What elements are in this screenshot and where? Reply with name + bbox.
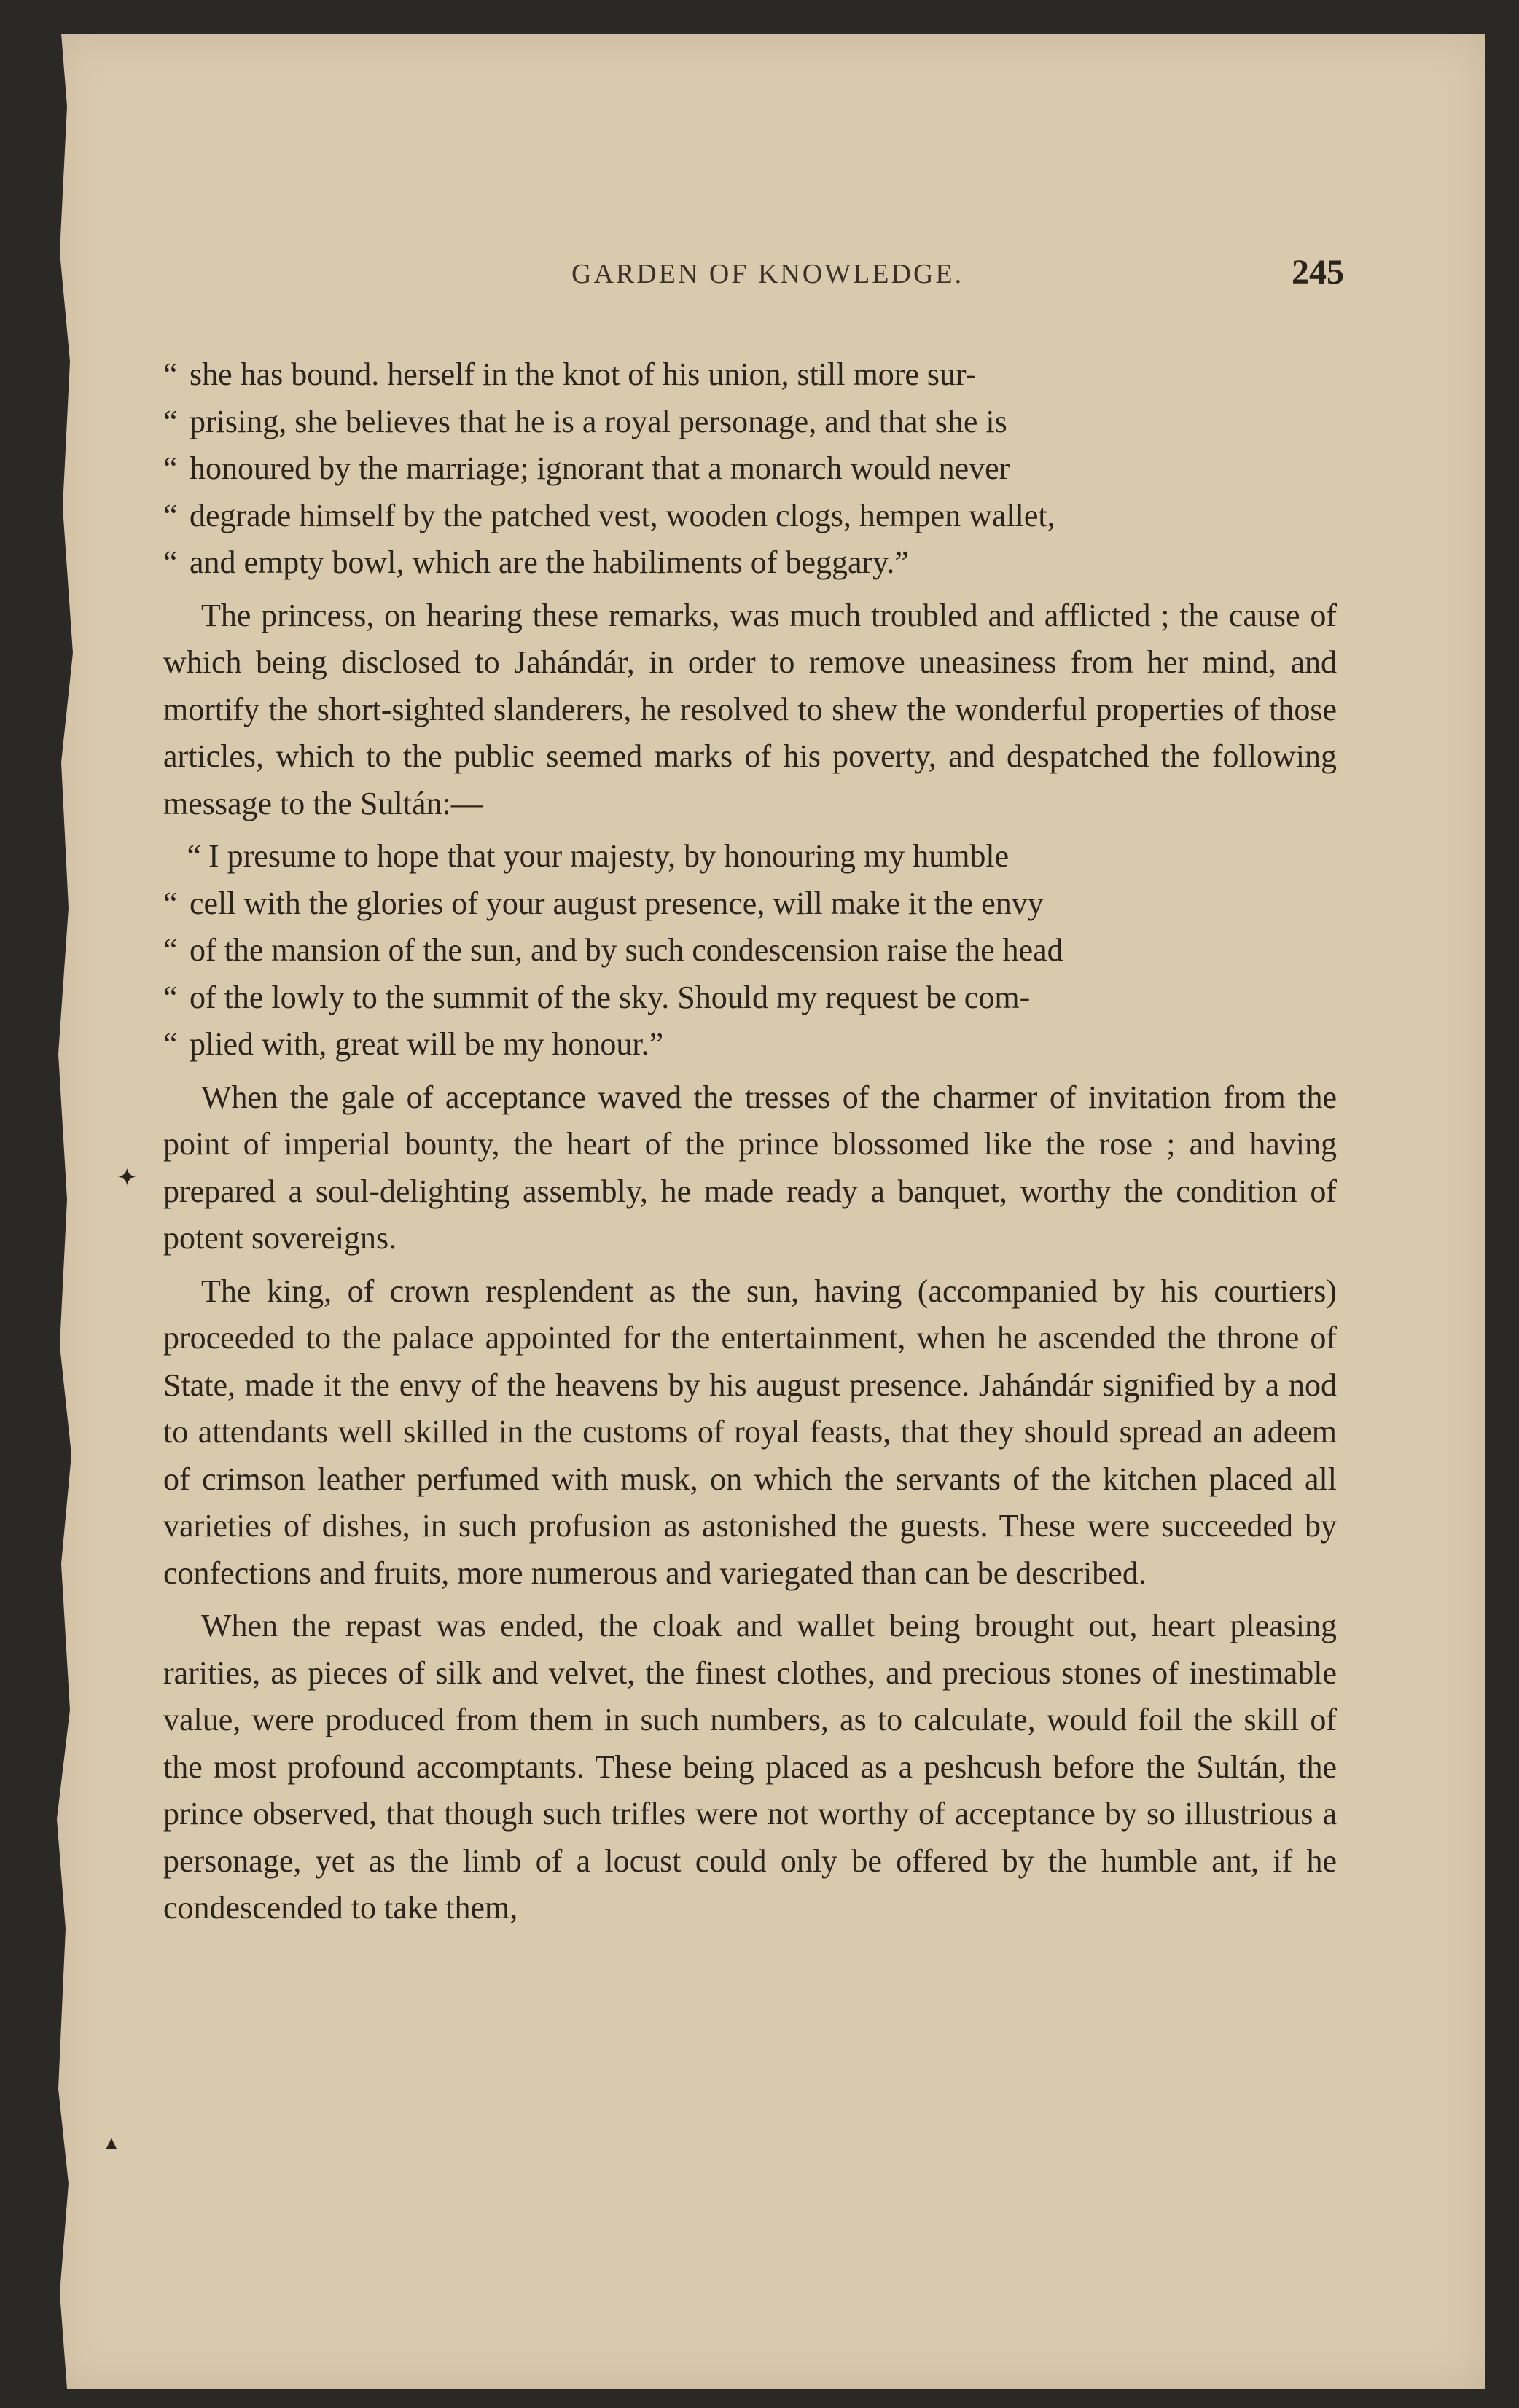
page-header	[520, 252, 1344, 296]
quote-line-text: of the mansion of the sun, and by such condescension raise the head	[190, 932, 1063, 968]
quote-line	[163, 539, 1337, 587]
quote-mark: “	[163, 979, 178, 1015]
quote-line	[163, 493, 1337, 540]
quote-line-text: of the lowly to the summit of the sky. Should my request be com-	[190, 979, 1031, 1015]
quote-line-text: and empty bowl, which are the habiliments of beggary.”	[190, 544, 909, 580]
paragraph-3: The king, of crown resplendent as the sun, having (accompanied by his courtiers) proceeded to the palace appointed for the entertainment, when he ascended the throne of State, made it the envy of the heavens by his august presence. Jahándár signified by a nod to attendants well skilled in the customs of royal feasts, that they should spread an adeem of crimson leather perfumed with musk, on which the servants of the kitchen placed all varieties of dishes, in such profusion as astonished the guests. These were succeeded by confections and fruits, more numerous and variegated than can be described.	[163, 1273, 1337, 1591]
quote-line-text: prising, she believes that he is a royal personage, and that she is	[190, 403, 1007, 439]
quote-mark: “	[187, 838, 201, 874]
quote-line	[163, 1021, 1337, 1068]
paragraph-1: The princess, on hearing these remarks, was much troubled and afflicted ; the cause of which being disclosed to Jahándár, in order to remove uneasiness from her mind, and mortify the short-sighted slanderers, he resolved to shew the wonderful properties of those articles, which to the public seemed marks of his poverty, and despatched the following message to the Sultán:—	[163, 597, 1337, 821]
paragraph-4: When the repast was ended, the cloak and wallet being brought out, heart pleasing rarities, as pieces of silk and velvet, the finest clothes, and precious stones of inestimable value, were produced from them in such numbers, as to calculate, would foil the skill of the most profound accomptants. These being placed as a peshcush before the Sultán, the prince observed, that though such trifles were not worthy of acceptance by so illustrious a personage, yet as the limb of a locust could only be offered by the humble ant, if he condescended to take them,	[163, 1608, 1337, 1926]
quote-mark: “	[163, 450, 178, 486]
quote-line	[163, 351, 1337, 399]
quote-line-text: honoured by the marriage; ignorant that a monarch would never	[190, 450, 1010, 486]
margin-mark: ✦	[117, 1165, 138, 1192]
quote-mark: “	[163, 403, 178, 439]
quote-line-text: cell with the glories of your august presence, will make it the envy	[190, 885, 1044, 921]
quote-mark: “	[163, 356, 178, 392]
quote-line	[163, 399, 1337, 446]
quote-mark: “	[163, 932, 178, 968]
quote-mark: “	[163, 1026, 178, 1062]
quote-line-text: degrade himself by the patched vest, wooden clogs, hempen wallet,	[190, 497, 1055, 533]
quote-block-2	[163, 833, 1337, 1068]
quote-line	[163, 927, 1337, 974]
quote-block-1	[163, 351, 1337, 587]
paragraph-2: When the gale of acceptance waved the tresses of the charmer of invitation from the point of imperial bounty, the heart of the prince blossomed like the rose ; and having prepared a soul-delighting assembly, he made ready a banquet, worthy the condition of potent sovereigns.	[163, 1079, 1337, 1256]
quote-line	[163, 974, 1337, 1022]
quote-line	[163, 445, 1337, 493]
quote-line	[163, 833, 1337, 880]
quote-mark: “	[163, 544, 178, 580]
margin-mark: ▲	[102, 2133, 121, 2154]
book-page	[54, 34, 1485, 2389]
quote-mark: “	[163, 885, 178, 921]
quote-line-text: plied with, great will be my honour.”	[190, 1026, 664, 1062]
quote-line	[163, 880, 1337, 928]
torn-page-edge	[54, 34, 76, 2389]
quote-line-text: I presume to hope that your majesty, by honouring my humble	[208, 838, 1010, 874]
page-number: 245	[1292, 253, 1344, 292]
quote-line-text: she has bound. herself in the knot of his union, still more sur-	[190, 356, 977, 392]
body-text	[163, 345, 1337, 1932]
quote-mark: “	[163, 497, 178, 533]
running-head: GARDEN OF KNOWLEDGE.	[571, 259, 964, 289]
